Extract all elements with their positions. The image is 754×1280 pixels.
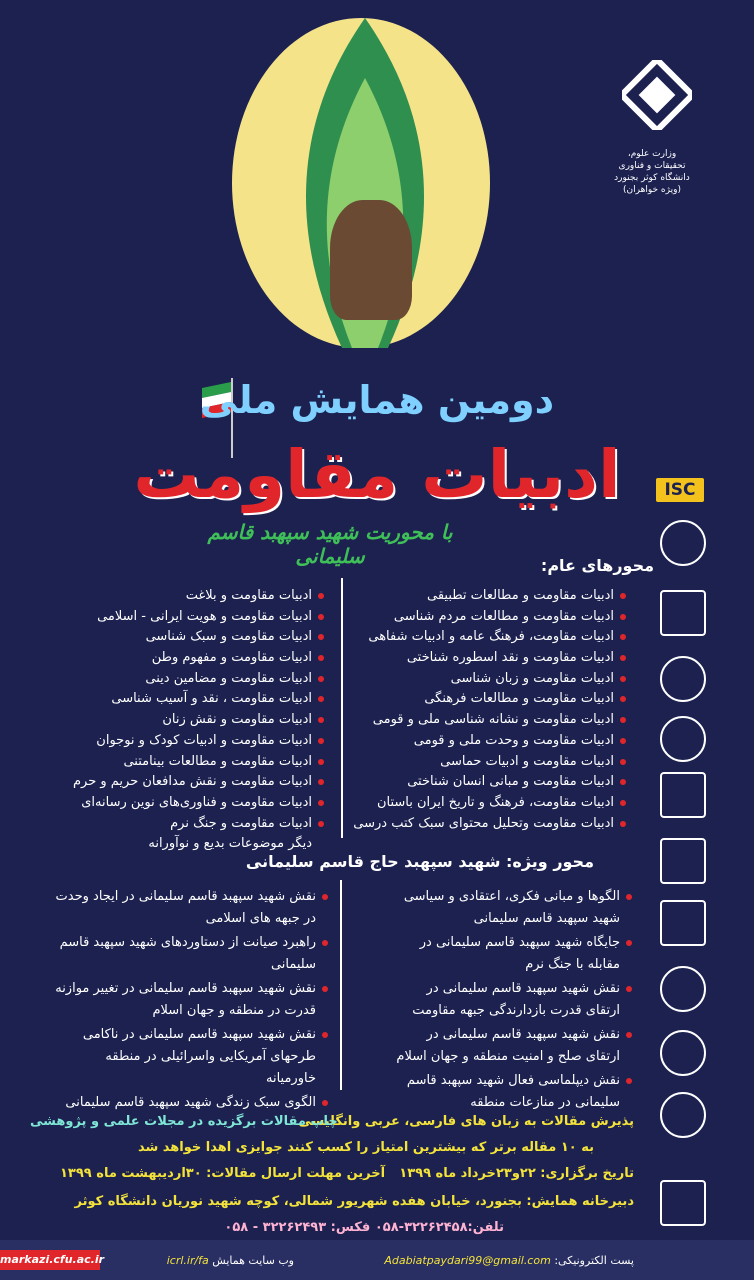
- special-axis-left-list: [52, 886, 328, 1116]
- list-item: نقش شهید سپهبد قاسم سلیمانی در ارتقای صلح و امنیت منطقه و جهان اسلام: [394, 1024, 632, 1068]
- list-item: ادبیات مقاومت و هویت ایرانی - اسلامی: [64, 607, 324, 628]
- list-item: الگوی سبک زندگی شهید سپهبد قاسم سلیمانی: [52, 1092, 328, 1114]
- list-item: نقش شهید سپهبد قاسم سلیمانی در ایجاد وحدت در جبهه های اسلامی: [52, 886, 328, 930]
- phone-info: تلفن:۳۲۲۶۲۴۵۸-۰۵۸ فکس: ۳۲۲۶۲۴۹۳ - ۰۵۸: [224, 1220, 504, 1235]
- isc-badge: ISC: [656, 478, 704, 502]
- list-item: ادبیات مقاومت، فرهنگ و تاریخ ایران باستان: [386, 793, 626, 814]
- list-item: ادبیات مقاومت، فرهنگ عامه و ادبیات شفاهی: [386, 627, 626, 648]
- ministry-caption: وزارت علوم، تحقیقات و فناوری دانشگاه کوثر بجنورد (ویژه خواهران): [614, 149, 690, 195]
- list-item: ادبیات مقاومت و نقش مدافعان حریم و حرم: [64, 772, 324, 793]
- address-info: دبیرخانه همایش: بجنورد، خیابان هفده شهریور شمالی، کوچه شهید نوریان دانشگاه کوثر: [74, 1194, 634, 1209]
- list-item: ادبیات مقاومت و فناوری‌های نوین رسانه‌ای: [64, 793, 324, 814]
- footer-bar: [0, 1240, 754, 1280]
- emblem-logo-icon: [660, 520, 706, 566]
- portrait-image: [330, 200, 412, 320]
- special-axis-heading: محور ویژه: شهید سپهبد حاج قاسم سلیمانی: [245, 852, 594, 871]
- general-axes-right-list: [353, 586, 626, 834]
- list-item: ادبیات مقاومت وتحلیل محتوای سبک کتب درسی: [386, 814, 626, 835]
- govt-emblem-logo-icon: [660, 966, 706, 1012]
- list-item: راهبرد صیانت از دستاوردهای شهید سپهبد قاسم سلیمانی: [52, 932, 328, 976]
- azad-logo-icon: [660, 838, 706, 884]
- institute-logo-icon: [660, 590, 706, 636]
- conference-title: ادبیات مقاومت: [133, 436, 621, 513]
- list-item: نقش شهید سپهبد قاسم سلیمانی در ناکامی طرحهای آمریکایی واسرائیلی در منطقه خاورمیانه: [52, 1024, 328, 1090]
- general-axes-left-list: [64, 586, 324, 855]
- special-column-divider: [340, 880, 342, 1090]
- site-link[interactable]: icrl.ir/fa: [166, 1254, 209, 1267]
- list-item: ادبیات مقاومت و وحدت ملی و قومی: [386, 731, 626, 752]
- site-label: وب سایت همایش: [212, 1254, 294, 1267]
- list-item: جایگاه شهید سپهبد قاسم سلیمانی در مقابله با جنگ نرم: [394, 932, 632, 976]
- general-axes-heading: محورهای عام:: [540, 556, 654, 575]
- list-item: ادبیات مقاومت و مطالعات فرهنگی: [386, 689, 626, 710]
- list-item: ادبیات مقاومت و سبک شناسی: [64, 627, 324, 648]
- awards-info: به ۱۰ مقاله برتر که بیشترین امتیاز را کسب کنند جوایزی اهدا خواهد شد: [137, 1140, 594, 1155]
- languages-info: پذیرش مقالات به زبان های فارسی، عربی وانگلیسی: [298, 1114, 634, 1129]
- email-label: پست الکترونیکی:: [554, 1254, 634, 1267]
- payame-noor-logo-icon: [660, 1092, 706, 1138]
- list-item: ادبیات مقاومت و مضامین دینی: [64, 669, 324, 690]
- list-item: نقش شهید سپهبد قاسم سلیمانی در ارتقای قدرت بازدارندگی جبهه مقاومت: [394, 978, 632, 1022]
- column-divider: [341, 578, 343, 838]
- list-item: ادبیات مقاومت و نقد اسطوره شناختی: [386, 648, 626, 669]
- list-item: ادبیات مقاومت ، نقد و آسیب شناسی: [64, 689, 324, 710]
- seal-logo-icon: [660, 716, 706, 762]
- star-logo-icon: [660, 1180, 706, 1226]
- society-logo-icon: [660, 656, 706, 702]
- list-item: ادبیات مقاومت و جنگ نرم: [64, 814, 324, 835]
- conference-title-sub: با محوریت شهید سپهبد قاسم سلیمانی: [207, 520, 453, 568]
- list-item: ادبیات مقاومت و مفهوم وطن: [64, 648, 324, 669]
- special-axis-right-list: [394, 886, 632, 1116]
- list-item: ادبیات مقاومت و نشانه شناسی ملی و قومی: [386, 710, 626, 731]
- site-footer: [167, 1254, 294, 1267]
- list-item: ادبیات مقاومت و ادبیات حماسی: [386, 752, 626, 773]
- email-link[interactable]: Adabiatpaydari99@gmail.com: [384, 1254, 551, 1267]
- email-footer: [384, 1254, 634, 1267]
- list-item: ادبیات مقاومت و مطالعات تطبیقی: [386, 586, 626, 607]
- conference-subtitle: دومین همایش ملی: [199, 378, 555, 422]
- circle-seal-logo-icon: [660, 1030, 706, 1076]
- list-item: الگوها و مبانی فکری، اعتقادی و سیاسی شهید سپهبد قاسم سلیمانی: [394, 886, 632, 930]
- list-item: ادبیات مقاومت و مبانی انسان شناختی: [386, 772, 626, 793]
- list-item: ادبیات مقاومت و ادبیات کودک و نوجوان: [64, 731, 324, 752]
- dates-info: تاریخ برگزاری: ۲۲و۲۳خرداد ماه ۱۳۹۹: [399, 1166, 634, 1181]
- list-item: نقش شهید سپهبد قاسم سلیمانی در تغییر موازنه قدرت در منطقه و جهان اسلام: [52, 978, 328, 1022]
- list-item: ادبیات مقاومت و بلاغت: [64, 586, 324, 607]
- publication-info: چاپ مقالات برگزیده در مجلات علمی و پژوهشی: [30, 1114, 338, 1129]
- list-item: دیگر موضوعات بدیع و نوآورانه: [148, 836, 312, 852]
- list-item: ادبیات مقاومت و مطالعات مردم شناسی: [386, 607, 626, 628]
- list-item: ادبیات مقاومت و مطالعات بینامتنی: [64, 752, 324, 773]
- list-item: نقش دیپلماسی فعال شهید سپهبد قاسم سلیمانی در منازعات منطقه: [394, 1070, 632, 1114]
- list-item: ادبیات مقاومت و نقش زنان: [64, 710, 324, 731]
- list-item: ادبیات مقاومت و زبان شناسی: [386, 669, 626, 690]
- watermark-label: markazi.cfu.ac.ir: [0, 1250, 100, 1270]
- deadline-info: آخرین مهلت ارسال مقالات: ۳۰اردیبهشت ماه ۱۳۹۹: [60, 1166, 386, 1181]
- azad-university-logo-icon: [660, 900, 706, 946]
- university-logo-icon: [622, 60, 692, 130]
- book-logo-icon: [660, 772, 706, 818]
